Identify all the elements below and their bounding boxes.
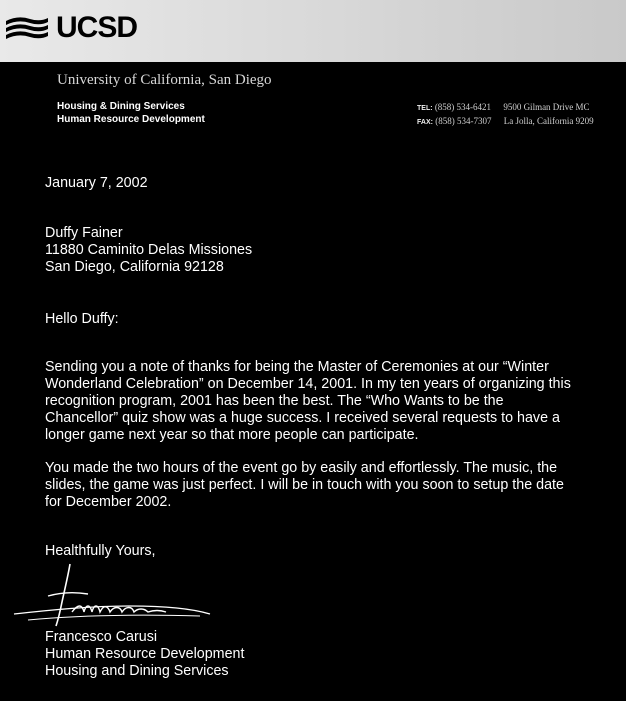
paragraph-line: You made the two hours of the event go by easily and effortlessly. The music, the bbox=[45, 460, 558, 476]
tel-label: TEL: bbox=[417, 105, 433, 112]
department-line: Housing & Dining Services bbox=[57, 101, 185, 112]
university-name: University of California, San Diego bbox=[57, 72, 272, 88]
signer-department: Housing and Dining Services bbox=[45, 663, 229, 679]
ucsd-wave-icon bbox=[4, 11, 50, 45]
handwritten-signature bbox=[10, 562, 220, 632]
signer-title: Human Resource Development bbox=[45, 646, 245, 662]
closing: Healthfully Yours, bbox=[45, 543, 156, 559]
signer-name: Francesco Carusi bbox=[45, 629, 158, 645]
fax-label: FAX: bbox=[417, 119, 433, 126]
fax-number: (858) 534-7307 bbox=[435, 116, 492, 126]
body-paragraph-1 bbox=[45, 359, 571, 444]
paragraph-line: slides, the game was just perfect. I will be in touch with you soon to setup the date bbox=[45, 477, 564, 493]
salutation: Hello Duffy: bbox=[45, 311, 119, 327]
letter-date: January 7, 2002 bbox=[45, 175, 148, 191]
recipient-line: Duffy Fainer bbox=[45, 225, 123, 241]
paragraph-line: Wonderland Celebration” on December 14, 2001. In my ten years of organizing this bbox=[45, 376, 571, 392]
recipient-line: San Diego, California 92128 bbox=[45, 259, 224, 275]
contact-info bbox=[417, 101, 594, 129]
address-line: 9500 Gilman Drive MC bbox=[503, 102, 590, 112]
department-line: Human Resource Development bbox=[57, 114, 205, 125]
paragraph-line: longer game next year so that more people can participate. bbox=[45, 427, 419, 443]
body-paragraph-2 bbox=[45, 460, 564, 511]
recipient-address bbox=[45, 225, 252, 276]
address-line: La Jolla, California 9209 bbox=[503, 116, 594, 126]
department bbox=[57, 100, 205, 126]
paragraph-line: Chancellor” quiz show was a huge success. I received several requests to have a bbox=[45, 410, 560, 426]
recipient-line: 11880 Caminito Delas Missiones bbox=[45, 242, 253, 258]
paragraph-line: Sending you a note of thanks for being the Master of Ceremonies at our “Winter bbox=[45, 359, 549, 375]
paragraph-line: for December 2002. bbox=[45, 494, 172, 510]
ucsd-logo bbox=[4, 10, 137, 46]
tel-number: (858) 534-6421 bbox=[434, 102, 492, 112]
logo-text: UCSD bbox=[56, 11, 138, 44]
signer-block bbox=[45, 629, 244, 680]
paragraph-line: recognition program, 2001 has been the best. The “Who Wants to be the bbox=[45, 393, 504, 409]
